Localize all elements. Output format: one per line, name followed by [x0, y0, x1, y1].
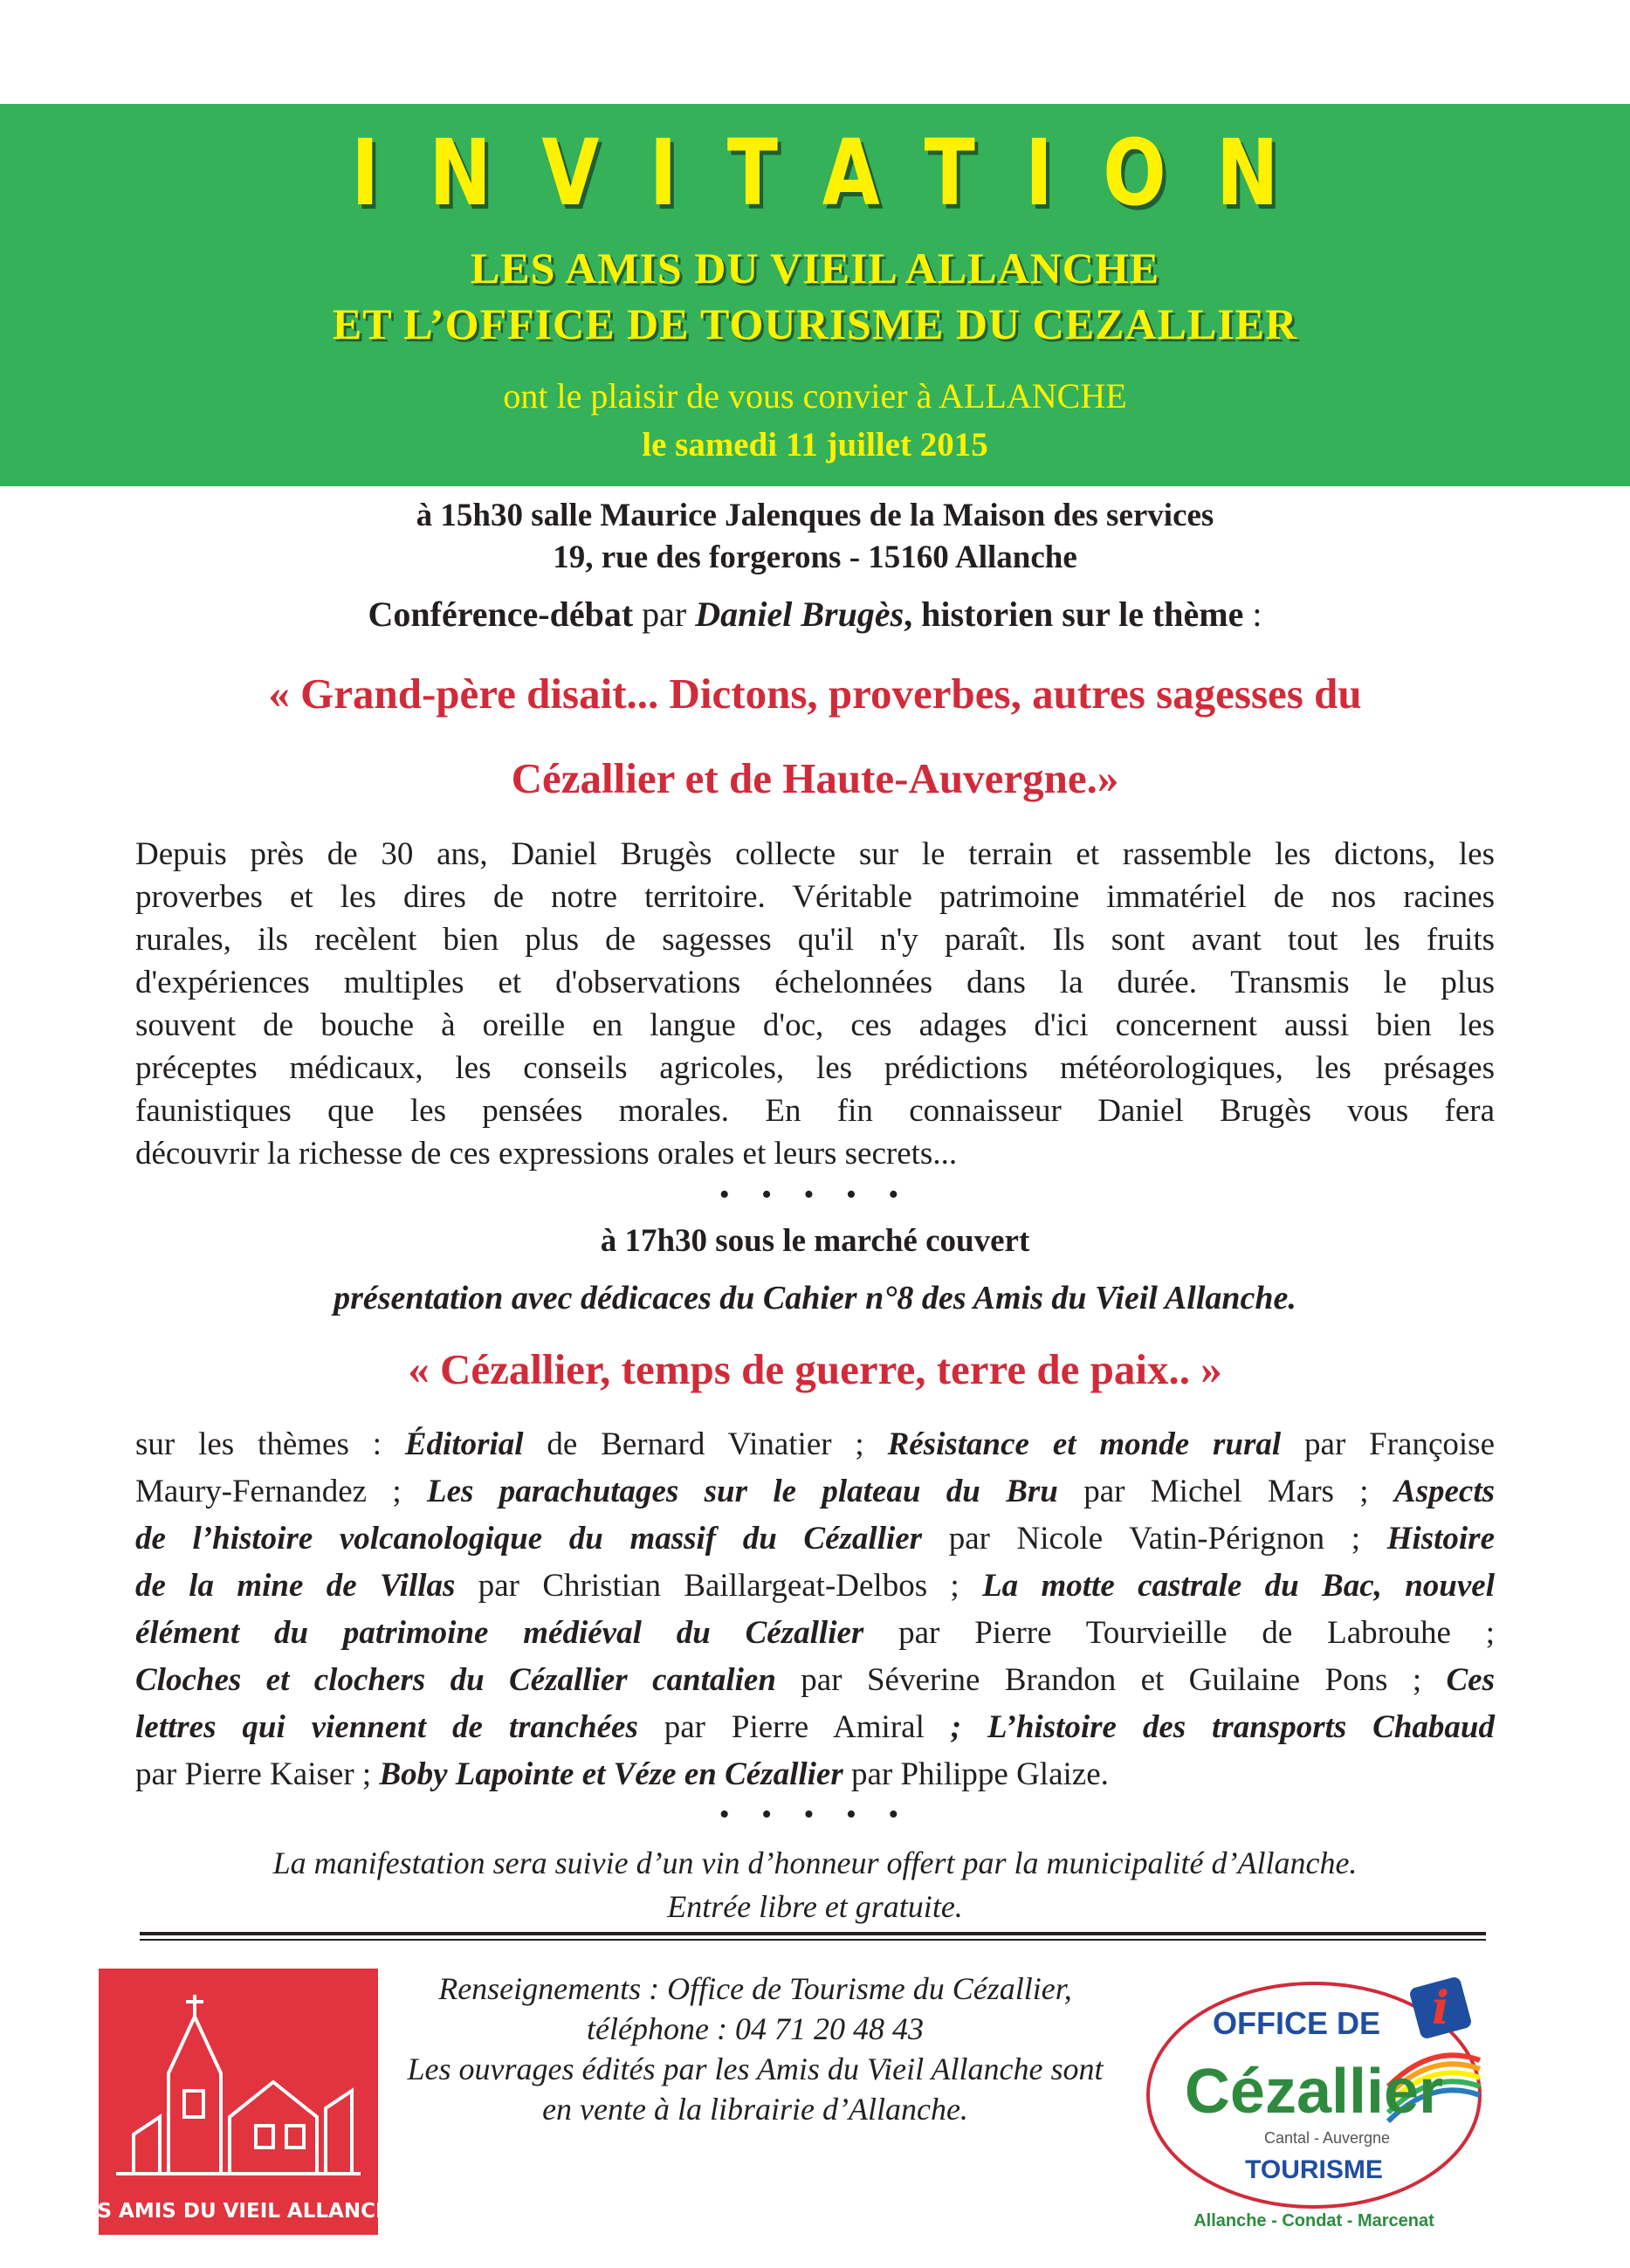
- conference-label: Conférence-débat: [368, 594, 634, 634]
- themes-line: élément du patrimoine médiéval du Cézallier par Pierre Tourvieille de Labrouhe ;: [135, 1615, 1495, 1651]
- themes-line: de la mine de Villas par Christian Baillargeat-Delbos ; La motte castrale du Bac, nouvel: [135, 1568, 1496, 1604]
- amis-allanche-logo: [71, 1969, 406, 2235]
- office-tourisme-logo: [1135, 1964, 1502, 2252]
- info-phone: téléphone : 04 71 20 48 43: [587, 2011, 924, 2046]
- description-line: préceptes médicaux, les conseils agricoles, les prédictions météorologiques, les présages: [135, 1050, 1495, 1086]
- info-block: [375, 1969, 1135, 2129]
- description-line: Depuis près de 30 ans, Daniel Brugès collecte sur le terrain et rassemble les dictons, les: [135, 836, 1495, 872]
- market-presentation: présentation avec dédicaces du Cahier n°8 des Amis du Vieil Allanche.: [334, 1280, 1296, 1316]
- description-line: souvent de bouche à oreille en langue d'oc, ces adages d'ici concernent aussi bien les: [135, 1007, 1495, 1043]
- separator-dots: • • • • •: [719, 1798, 911, 1831]
- themes-line: lettres qui viennent de tranchées par Pierre Amiral ; L’histoire des transports Chabaud: [135, 1709, 1496, 1745]
- logo-office-text: OFFICE DE: [1212, 2005, 1381, 2041]
- info-i-icon: i: [1432, 1982, 1449, 2035]
- market-time: à 17h30 sous le marché couvert: [600, 1223, 1030, 1259]
- venue-line-2: 19, rue des forgerons - 15160 Allanche: [553, 540, 1077, 575]
- description-line: d'expériences multiples et d'observations échelonnées dans la durée. Transmis le plus: [135, 965, 1495, 1000]
- description-line: découvrir la richesse de ces expressions orales et leurs secrets...: [135, 1136, 958, 1172]
- info-line-4: en vente à la librairie d’Allanche.: [542, 2092, 968, 2127]
- logo-towns-text: Allanche - Condat - Marcenat: [1193, 2211, 1434, 2230]
- description-line: rurales, ils recèlent bien plus de sagesses qu'il n'y paraît. Ils sont avant tout les fruits: [135, 922, 1495, 958]
- header-convier: ont le plaisir de vous convier à ALLANCHE: [503, 376, 1127, 416]
- conference-rest: , historien sur le thème: [904, 594, 1244, 634]
- cezallier-logo-icon: [1135, 1964, 1502, 2252]
- header-date: le samedi 11 juillet 2015: [642, 426, 988, 464]
- village-icon: [71, 1969, 406, 2235]
- conference-title-1: « Grand-père disait... Dictons, proverbes, autres sagesses du: [268, 670, 1362, 718]
- conference-title-2: Cézallier et de Haute-Auvergne.»: [511, 754, 1119, 802]
- conference-colon: :: [1243, 594, 1262, 634]
- themes-line: de l’histoire volcanologique du massif du Cézallier par Nicole Vatin-Pérignon ; Histoire: [135, 1521, 1495, 1557]
- divider: [140, 1939, 1486, 1941]
- header-line-2: ET L’OFFICE DE TOURISME DU CEZALLIER: [332, 299, 1298, 348]
- description-line: faunistiques que les pensées morales. En fin connaisseur Daniel Brugès vous fera: [135, 1093, 1495, 1129]
- description-line: proverbes et les dires de notre territoire. Véritable patrimoine immatériel de nos racines: [135, 879, 1495, 915]
- venue-line-1: à 15h30 salle Maurice Jalenques de la Maison des services: [416, 498, 1214, 533]
- logo-region-text: Cantal - Auvergne: [1263, 2129, 1391, 2147]
- description-paragraph: [135, 833, 1495, 1175]
- logo-cezallier-text: Cézallier: [1184, 2057, 1444, 2127]
- invitation-title: INVITATION: [351, 120, 1329, 226]
- conference-par: par: [633, 594, 696, 634]
- divider: [140, 1932, 1486, 1935]
- conference-speaker: Daniel Brugès: [695, 594, 904, 634]
- closing-line-2: Entrée libre et gratuite.: [667, 1889, 963, 1924]
- separator-dots: • • • • •: [719, 1179, 911, 1211]
- themes-line: Cloches et clochers du Cézallier cantalien par Séverine Brandon et Guilaine Pons ; Ces: [135, 1662, 1495, 1698]
- closing-line-1: La manifestation sera suivie d’un vin d’honneur offert par la municipalité d’Allanche.: [272, 1845, 1358, 1880]
- themes-line: sur les thèmes : Éditorial de Bernard Vinatier ; Résistance et monde rural par Françoise: [135, 1426, 1495, 1462]
- header-line-1: LES AMIS DU VIEIL ALLANCHE: [470, 244, 1160, 292]
- conference-line: [0, 594, 1630, 635]
- themes-line: par Pierre Kaiser ; Boby Lapointe et Véze en Cézallier par Philippe Glaize.: [135, 1756, 1109, 1792]
- info-line-1: Renseignements : Office de Tourisme du Cézallier,: [438, 1971, 1072, 2006]
- amis-logo-text: LES AMIS DU VIEIL ALLANCHE: [71, 2200, 406, 2223]
- themes-line: Maury-Fernandez ; Les parachutages sur le plateau du Bru par Michel Mars ; Aspects: [135, 1474, 1495, 1509]
- market-title: « Cézallier, temps de guerre, terre de paix.. »: [408, 1345, 1222, 1393]
- info-line-3: Les ouvrages édités par les Amis du Vieil Allanche sont: [407, 2052, 1104, 2086]
- logo-tourisme-text: TOURISME: [1245, 2155, 1383, 2184]
- themes-paragraph: [135, 1421, 1495, 1798]
